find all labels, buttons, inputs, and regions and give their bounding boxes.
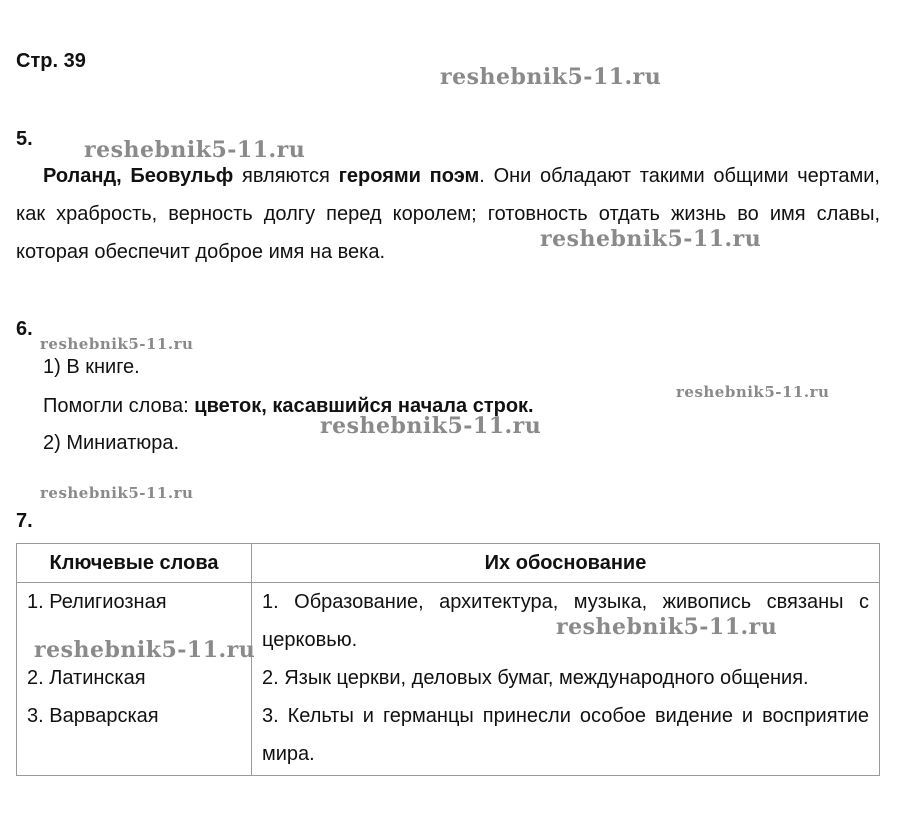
watermark: reshebnik5-11.ru (84, 137, 306, 163)
justification-1: 1. Образование, архитектура, музыка, живопись связаны с церковью. (262, 591, 869, 651)
task-5-paragraph (16, 157, 880, 271)
task-5-bold-heroes: героями поэм (338, 165, 480, 187)
task-5-bold-names: Роланд, Беовульф (43, 165, 234, 187)
justification-cell (252, 583, 880, 776)
watermark: reshebnik5-11.ru (40, 484, 194, 502)
watermark: reshebnik5-11.ru (540, 226, 762, 252)
task-5-text-2: . Они обладают такими общими чертами, как храбрость, верность долгу перед королем; готовность отдать жизнь во имя славы, которая обеспечит доброе имя на века. (16, 165, 880, 263)
justification-list (252, 583, 879, 773)
task-5-text-1: являются (233, 165, 339, 187)
table-row (17, 583, 880, 776)
keyword-2: 2. Латинская (27, 667, 146, 689)
justification-2: 2. Язык церкви, деловых бумаг, международного общения. (262, 667, 809, 689)
watermark: reshebnik5-11.ru (320, 413, 542, 439)
watermark: reshebnik5-11.ru (40, 335, 194, 353)
watermark: reshebnik5-11.ru (676, 383, 830, 401)
table-header-justification: Их обоснование (252, 544, 880, 583)
task-6-helped-label: Помогли слова: (43, 395, 195, 417)
task-6-answer-2: 2) Миниатюра. (43, 432, 180, 454)
task-5-number: 5. (16, 128, 33, 150)
task-6-helped-words: цветок, касавшийся начала строк. (194, 395, 534, 417)
watermark: reshebnik5-11.ru (34, 637, 256, 663)
keyword-3: 3. Варварская (27, 705, 159, 727)
justification-3: 3. Кельты и германцы принесли особое видение и восприятие мира. (262, 705, 869, 765)
table-header-keywords: Ключевые слова (17, 544, 252, 583)
task-6-number: 6. (16, 318, 33, 340)
keywords-cell (17, 583, 252, 776)
watermark: reshebnik5-11.ru (556, 614, 778, 640)
task-6-answer-1: 1) В книге. (43, 356, 140, 378)
task-7-number: 7. (16, 510, 33, 532)
watermark: reshebnik5-11.ru (440, 64, 662, 90)
page-label: Стр. 39 (16, 50, 86, 72)
table-header-row (17, 544, 880, 583)
keyword-1: 1. Религиозная (27, 591, 167, 613)
